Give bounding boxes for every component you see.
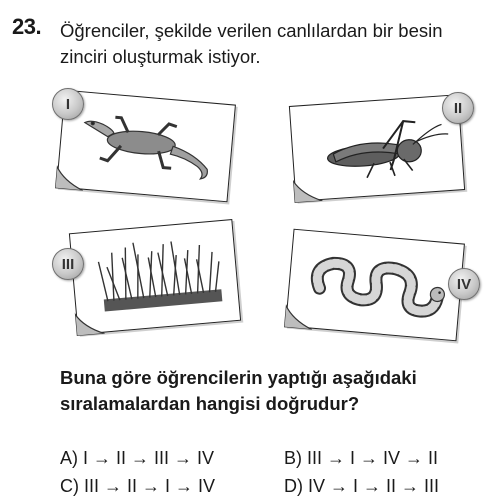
page-curl-icon (55, 158, 86, 190)
card-grass (69, 219, 241, 335)
card-label-badge: IV (448, 268, 480, 300)
card-label-badge: III (52, 248, 84, 280)
option-c[interactable]: C) III → II → I → IV (60, 476, 216, 496)
page-curl-icon (74, 304, 105, 336)
snake-icon (286, 230, 464, 340)
card-grasshopper (289, 94, 465, 202)
option-d[interactable]: D) IV → I → II → III (284, 476, 440, 496)
option-a[interactable]: A) I → II → III → IV (60, 448, 215, 468)
question-number: 23. (12, 14, 42, 39)
page-curl-icon (284, 297, 315, 329)
question-text: Öğrenciler, şekilde verilen canlılardan bir besin zinciri oluşturmak istiyor. (60, 20, 443, 67)
card-label-badge: I (52, 88, 84, 120)
question-prompt: Buna göre öğrencilerin yaptığı aşağıdaki sıralamalardan hangisi doğrudur? (60, 367, 417, 414)
lizard-icon (57, 91, 235, 201)
card-label-badge: II (442, 92, 474, 124)
card-snake (285, 229, 465, 342)
option-b[interactable]: B) III → I → IV → II (284, 448, 439, 468)
page-curl-icon (293, 171, 323, 203)
